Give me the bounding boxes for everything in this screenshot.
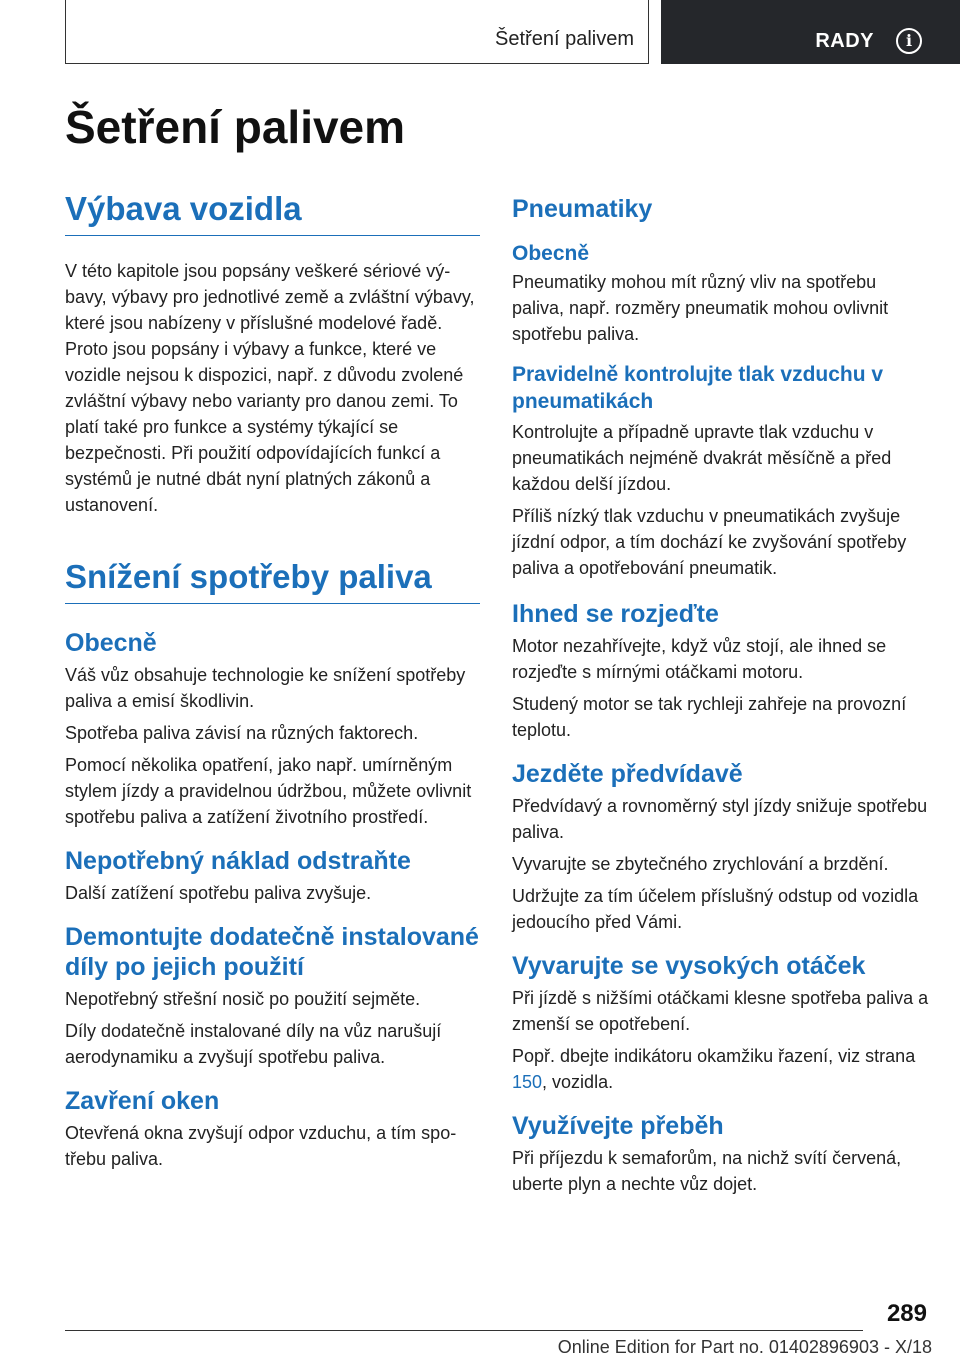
rpm-text-2-post: , vozidla. <box>542 1072 614 1092</box>
drive-off-text-2: Studený motor se tak rychleji zahřeje na provozní teplotu. <box>512 694 907 740</box>
windows-text-1: Otevřená okna zvyšují odpor vzduchu, a tím spotřebu paliva. <box>65 1123 457 1169</box>
rpm-text-2 <box>512 1043 932 1095</box>
pressure-text-2: Příliš nízký tlak vzduchu v pneumatikách zvyšuje jízdní odpor, a tím dochází ke zvyšování spotřeby paliva a opotřebování pneumatik. <box>512 506 907 578</box>
general-text-2: Spotřeba paliva závisí na různých faktorech. <box>65 723 419 743</box>
page-number: 289 <box>886 1300 927 1327</box>
heading-remove-load: Nepotřebný náklad odstraňte <box>65 847 411 875</box>
heading-reduce-consumption: Snížení spotřeby paliva <box>65 558 480 604</box>
header-ready-label[interactable]: RADY <box>815 30 874 52</box>
heading-close-windows: Zavření oken <box>65 1087 220 1115</box>
heading-general: Obecně <box>65 629 157 657</box>
heading-anticipate: Jezděte předvídavě <box>512 760 743 788</box>
coast-text-1: Při příjezdu k semaforům, na nichž svítí červená, uberte plyn a nechte vůz dojet. <box>512 1148 902 1194</box>
header-section-title: Šetření palivem <box>495 28 634 50</box>
right-column <box>512 190 932 1197</box>
left-column <box>65 190 480 1172</box>
info-icon[interactable]: i <box>896 28 922 54</box>
page-title: Šetření palivem <box>65 101 406 153</box>
general-text-1: Váš vůz obsahuje technologie ke snížení spotřeby paliva a emisí škodlivin. <box>65 665 466 711</box>
page-link-150[interactable]: 150 <box>512 1072 543 1092</box>
heading-drive-off: Ihned se rozjeďte <box>512 600 719 628</box>
heading-coasting: Využívejte přeběh <box>512 1112 724 1140</box>
parts-text-1: Nepotřebný střešní nosič po použití sejměte. <box>65 989 421 1009</box>
anticipate-text-1: Předvídavý a rovnoměrný styl jízdy snižuje spotřebu paliva. <box>512 796 928 842</box>
heading-remove-parts: Demontujte dodatečně instalované díly po jejich použití <box>65 923 479 981</box>
pressure-text-1: Kontrolujte a případně upravte tlak vzduchu v pneumatikách nejméně dvakrát měsíčně a před každou delší jízdou. <box>512 422 892 494</box>
anticipate-text-3: Udržujte za tím účelem příslušný odstup od vozidla jedoucího před Vámi. <box>512 886 919 932</box>
header-ready-bar[interactable] <box>661 0 960 64</box>
tires-general-text: Pneumatiky mohou mít různý vliv na spotřebu paliva, např. rozměry pneumatik mohou ovlivnit spotřebu paliva. <box>512 272 889 344</box>
heading-tire-pressure: Pravidelně kontrolujte tlak vzduchu v pneumatikách <box>512 363 884 413</box>
footer-edition: Online Edition for Part no. 01402896903 - X/18 <box>557 1337 932 1357</box>
load-text-1: Další zatížení spotřebu paliva zvyšuje. <box>65 883 372 903</box>
heading-equipment: Výbava vozidla <box>65 190 480 236</box>
heading-tires-general: Obecně <box>512 242 590 265</box>
anticipate-text-2: Vyvarujte se zbytečného zrychlování a brzdění. <box>512 854 889 874</box>
equipment-text: V této kapitole jsou popsány veškeré sériové výbavy, výbavy pro jednotlivé země a zvláštní výbavy, které jsou nabízeny v příslušné modelové řadě. Proto jsou popsány i výbavy a funkce, které ve vozidle nejsou k dispozici, např. z důvodu zvolené zvláštní výbavy nebo varianty pro danou zemi. To platí také pro funkce a systémy týkající se bezpečnosti. Při použití odpovídajících funkcí a systémů je nutné dbát nyní platných zákonů a ustanovení. <box>65 261 475 515</box>
rpm-text-1: Při jízdě s nižšími otáčkami klesne spotřeba paliva a zmenší se opotřebení. <box>512 988 929 1034</box>
parts-text-2: Díly dodatečně instalované díly na vůz narušují aerodynamiku a zvyšují spotřebu paliva. <box>65 1021 442 1067</box>
header-section-tab <box>65 0 649 64</box>
footer-divider <box>65 1330 863 1331</box>
general-text-3: Pomocí několika opatření, jako např. umírněným stylem jízdy a pravidelnou údržbou, můžete ovlivnit spotřebu paliva a zatížení životního prostředí. <box>65 755 472 827</box>
drive-off-text-1: Motor nezahřívejte, když vůz stojí, ale ihned se rozjeďte s mírnými otáčkami motoru. <box>512 636 887 682</box>
rpm-text-2-pre: Popř. dbejte indikátoru okamžiku řazení, viz strana <box>512 1046 916 1066</box>
heading-tires: Pneumatiky <box>512 195 653 223</box>
heading-avoid-high-rpm: Vyvarujte se vysokých otáček <box>512 952 866 980</box>
